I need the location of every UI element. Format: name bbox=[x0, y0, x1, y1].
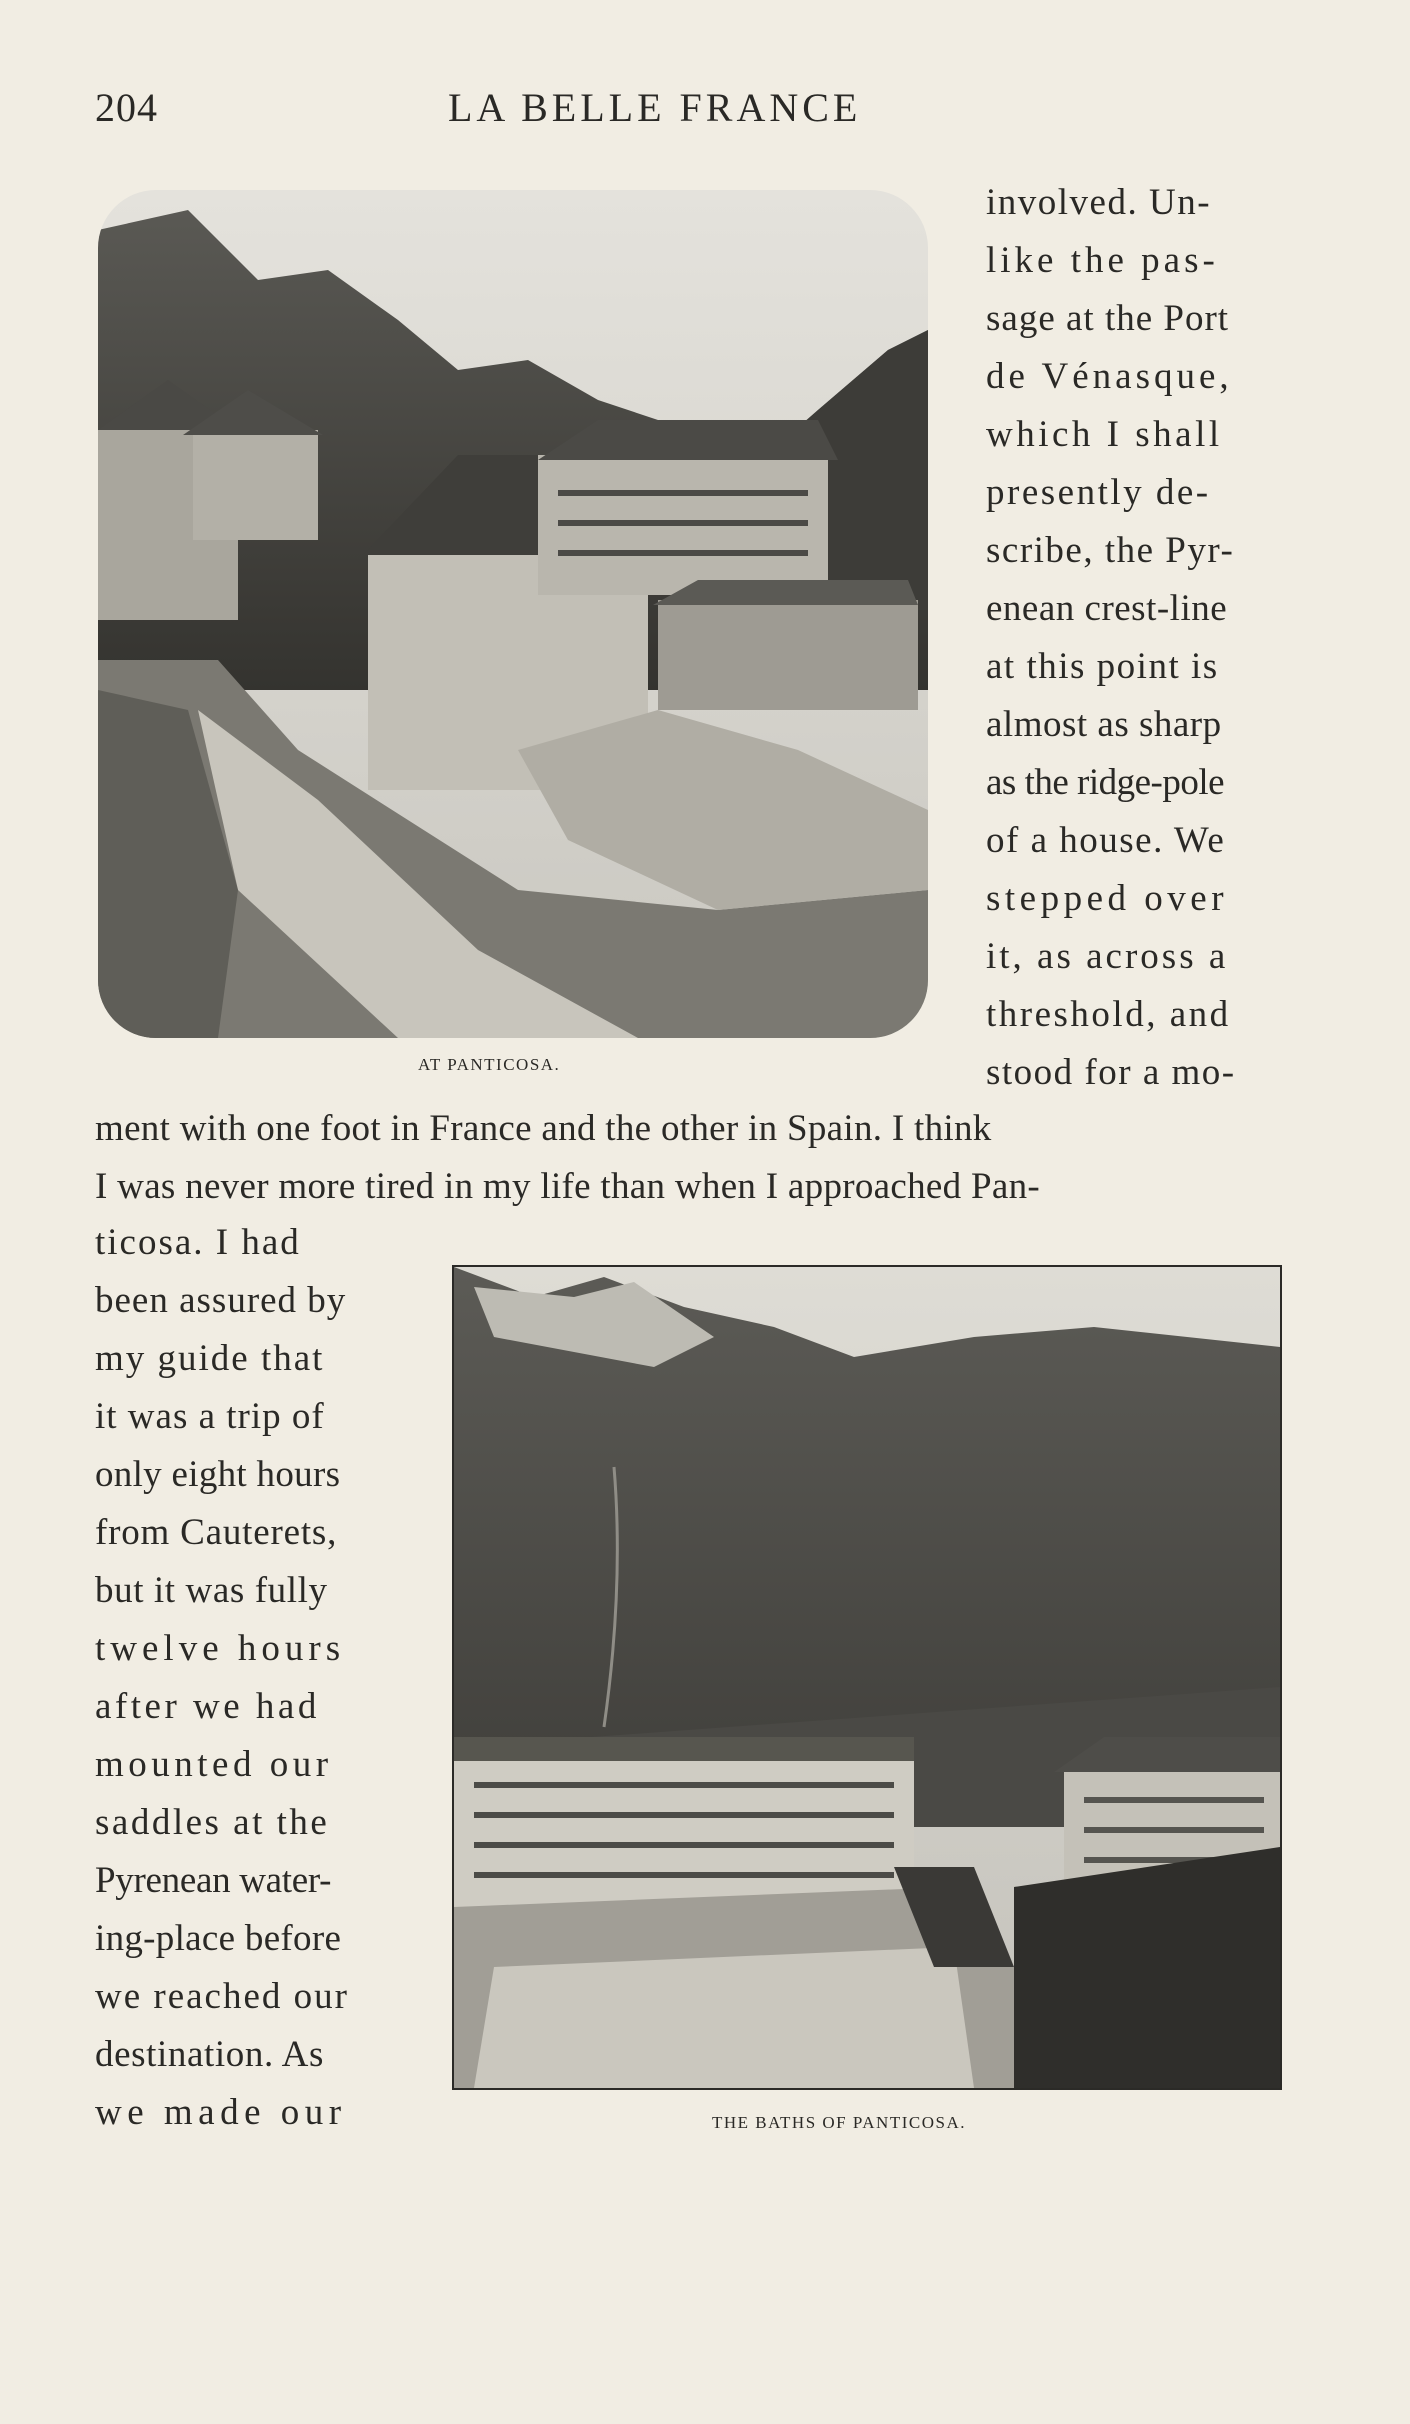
photo-baths-of-panticosa bbox=[452, 1265, 1282, 2090]
text-line: stepped over bbox=[986, 878, 1229, 919]
text-line: saddles at the bbox=[95, 1802, 330, 1843]
text-line: I was never more tired in my life than when I approached Pan- bbox=[95, 1166, 1041, 1207]
text-line: been assured by bbox=[95, 1280, 347, 1321]
photo-at-panticosa bbox=[98, 190, 928, 1038]
text-line: de Vénasque, bbox=[986, 356, 1233, 397]
text-line: it was a trip of bbox=[95, 1396, 325, 1437]
text-line: sage at the Port bbox=[986, 298, 1230, 339]
text-line: but it was fully bbox=[95, 1570, 328, 1611]
text-line: from Cauterets, bbox=[95, 1512, 338, 1553]
text-line: like the pas- bbox=[986, 240, 1219, 281]
text-line: destination. As bbox=[95, 2034, 324, 2075]
text-line: ticosa. I had bbox=[95, 1222, 301, 1263]
figure-caption: AT PANTICOSA. bbox=[418, 1055, 561, 1074]
running-title: LA BELLE FRANCE bbox=[448, 85, 862, 130]
text-line: scribe, the Pyr- bbox=[986, 530, 1235, 571]
figure-caption: THE BATHS OF PANTICOSA. bbox=[712, 2113, 966, 2132]
text-line: as the ridge-pole bbox=[986, 762, 1225, 803]
text-line: at this point is bbox=[986, 646, 1219, 687]
text-line: stood for a mo- bbox=[986, 1052, 1236, 1093]
page-number: 204 bbox=[95, 85, 158, 130]
text-line: ing-place before bbox=[95, 1918, 342, 1959]
text-line: my guide that bbox=[95, 1338, 325, 1379]
text-line: almost as sharp bbox=[986, 704, 1222, 745]
text-line: involved. Un- bbox=[986, 182, 1212, 223]
text-line: ment with one foot in France and the other in Spain. I think bbox=[95, 1108, 992, 1149]
text-line: we reached our bbox=[95, 1976, 349, 2017]
text-line: threshold, and bbox=[986, 994, 1231, 1035]
text-line: mounted our bbox=[95, 1744, 333, 1785]
text-line: enean crest-line bbox=[986, 588, 1228, 629]
text-line: twelve hours bbox=[95, 1628, 346, 1669]
text-line: presently de- bbox=[986, 472, 1211, 513]
text-line: we made our bbox=[95, 2092, 347, 2133]
text-line: only eight hours bbox=[95, 1454, 341, 1495]
text-line: of a house. We bbox=[986, 820, 1226, 861]
text-line: after we had bbox=[95, 1686, 320, 1727]
text-line: it, as across a bbox=[986, 936, 1229, 977]
text-line: which I shall bbox=[986, 414, 1223, 455]
text-line: Pyrenean water- bbox=[95, 1860, 332, 1901]
